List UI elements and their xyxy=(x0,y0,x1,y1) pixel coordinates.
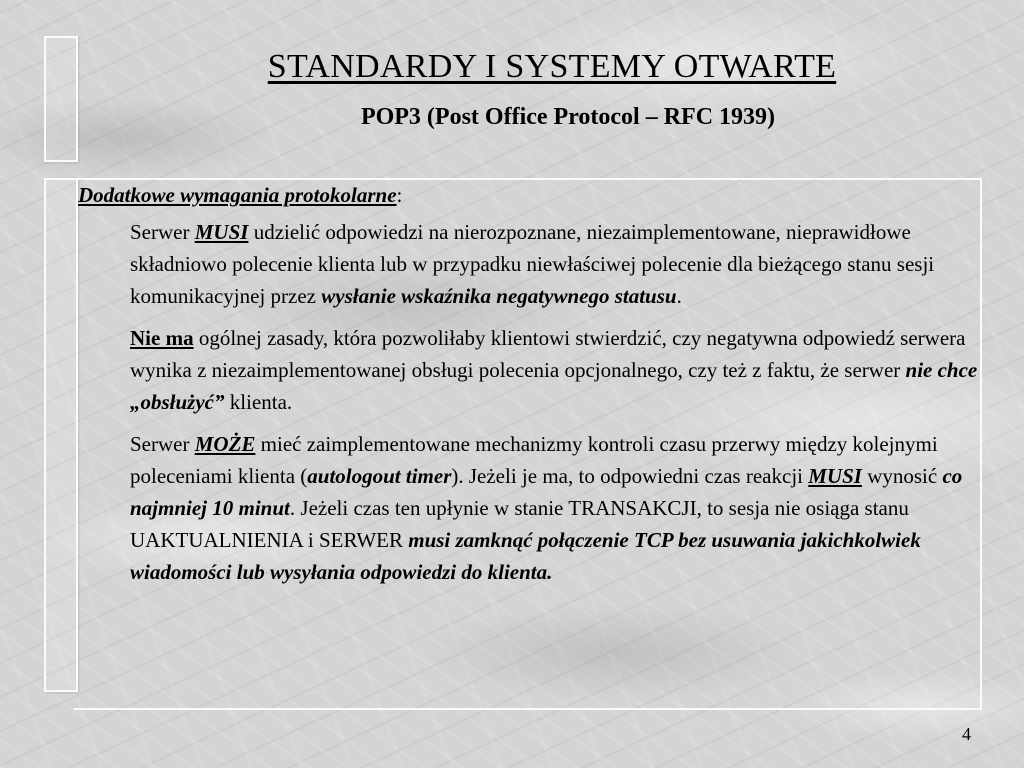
text-run: udzielić odpowiedzi na nierozpoznane, niezaimplementowane, nieprawidłowe składniowo polecenie klienta lub w przypadku niewłaściwej polecenie dla bieżącego stanu sesji komunikacyjnej przez xyxy=(130,220,935,308)
emphasis-autologout-timer: autologout timer xyxy=(307,464,452,488)
text-run: wynosić xyxy=(861,464,943,488)
text-run: mieć zaimplementowane mechanizmy kontroli czasu przerwy między kolejnymi poleceniami klienta ( xyxy=(130,432,938,488)
text-run: . Jeżeli czas ten upłynie w stanie TRANSAKCJI, to sesja nie osiąga stanu UAKTUALNIENIA i SERWER xyxy=(130,496,909,552)
section-heading xyxy=(78,183,983,208)
slide-subtitle: POP3 (Post Office Protocol – RFC 1939) xyxy=(360,104,776,130)
keyword-moze: MOŻE xyxy=(194,432,256,456)
decorative-bar-bottom xyxy=(44,178,78,692)
paragraph-moze xyxy=(130,428,980,588)
section-heading-text: Dodatkowe wymagania protokolarne xyxy=(78,183,397,207)
page-number: 4 xyxy=(962,724,971,744)
emphasis-close-tcp: musi zamknąć połączenie TCP bez usuwania jakichkolwiek wiadomości lub wysyłania odpowiedzi do klienta. xyxy=(130,528,921,584)
text-run: ogólnej zasady, która pozwoliłaby klientowi stwierdzić, czy negatywna odpowiedź serwera wynika z niezaimplementowanej obsługi polecenia opcjonalnego, czy też z faktu, że serwer xyxy=(130,326,966,382)
text-run: . xyxy=(676,284,682,308)
text-run: ). Jeżeli je ma, to odpowiedni czas reakcji xyxy=(451,464,809,488)
paragraph-nie-ma xyxy=(130,322,980,418)
text-run: Serwer xyxy=(130,220,195,244)
text-run: klienta. xyxy=(224,390,293,414)
emphasis-nie-chce: nie chce „obsłużyć” xyxy=(130,358,978,414)
text-run: Serwer xyxy=(130,432,195,456)
keyword-musi: MUSI xyxy=(194,220,249,244)
slide-content xyxy=(78,183,983,598)
keyword-musi-2: MUSI xyxy=(808,464,862,488)
slide-title: STANDARDY I SYSTEMY OTWARTE xyxy=(267,48,837,85)
section-heading-colon: : xyxy=(396,183,403,207)
paragraph-musi xyxy=(130,216,980,312)
keyword-nie-ma: Nie ma xyxy=(130,326,194,350)
emphasis-negative-status: wysłanie wskaźnika negatywnego statusu xyxy=(321,284,677,308)
emphasis-10-minut: co najmniej 10 minut xyxy=(130,464,963,520)
